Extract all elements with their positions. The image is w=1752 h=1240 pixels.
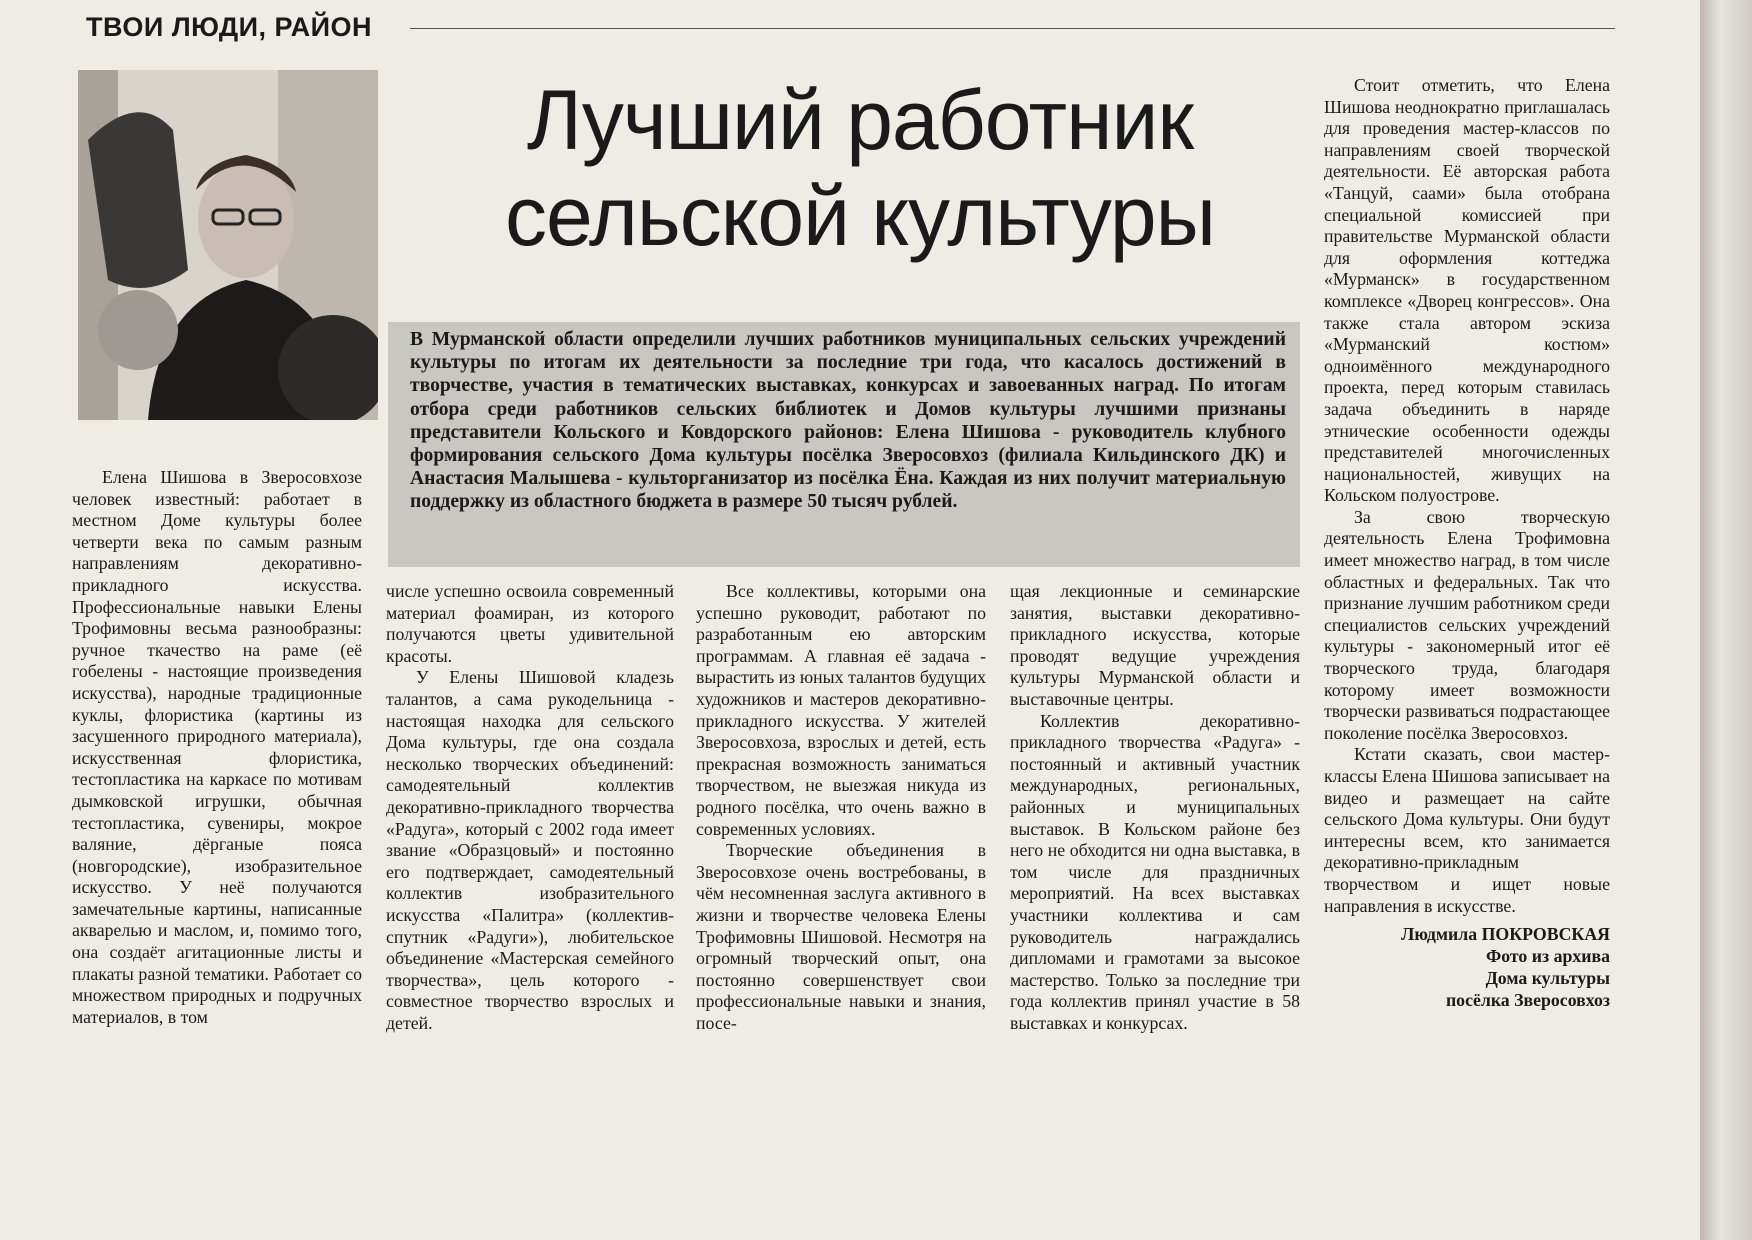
lead-text: В Мурманской области определили лучших работников муниципальных сельских учреждений культуры по итогам их деятельности за последние три года, что касалось достижений в творчестве, участия в тематических выставках, конкурсах и завоеванных наград. По итогам отбора среди работников сельских библиотек и Домов культуры лучшими признаны представители Кольского и Ковдорского районов: Елена Шишова - руководитель клубного формирования сельского Дома культуры посёлка Зверосовхоз (филиала Кильдинского ДК) и Анастасия Малышева - культорганизатор из посёлка Ёна. Каждая из них получит материальную поддержку из областного бюджета в размере 50 тысяч рублей.	[410, 329, 1286, 513]
article-headline	[420, 72, 1300, 264]
paragraph: Коллектив декоративно-прикладного творчества «Радуга» - постоянный и активный участник международных, региональных, районных и муниципальных выставок. В Кольском районе без него не обходится ни одна выставка, в том числе для праздничных мероприятий. На всех выставках участники коллектива и сам руководитель награждались дипломами и грамотами за высокое мастерство. Только за последние три года коллектив принял участие в 58 выставках и конкурсах.	[1010, 710, 1300, 1033]
author-name: Людмила ПОКРОВСКАЯ	[1401, 924, 1610, 945]
photo-credit-line-2: Дома культуры	[1485, 968, 1610, 989]
portrait-illustration	[78, 70, 378, 420]
paragraph: Все коллективы, которыми она успешно руководит, работают по разработанным ею авторским программам. А главная её задача - вырастить из юных талантов будущих художников и мастеров декоративно-прикладного искусства. У жителей Зверосовхоза, взрослых и детей, есть прекрасная возможность заниматься творчеством, не выезжая никуда из родного посёлка, что очень важно в современных условиях.	[696, 581, 986, 839]
rubric-divider	[410, 28, 1615, 29]
paragraph: Елена Шишова в Зверосовхозе человек известный: работает в местном Доме культуры более четверти века по самым разным направлениям декоративно-прикладного искусства. Профессиональные навыки Елены Трофимовны весьма разнообразны: ручное ткачество на раме (её гобелены - настоящие произведения искусства), народные традиционные куклы, флористика (картины из засушенного природного материала), искусственная флористика, тестопластика на каркасе по мотивам дымковской игрушки, обычная тестопластика, сувениры, мокрое валяние, дёрганые пояса (новгородские), изобразительное искусство. У неё получаются замечательные картины, написанные акварелью и маслом, и, помимо того, она создаёт агитационные листы и плакаты разной тематики. Работает со множеством природных и подручных материалов, в том	[72, 467, 362, 1027]
text-column-1	[72, 467, 362, 1028]
paragraph: Творческие объединения в Зверосовхозе очень востребованы, в чём несомненная заслуга активного в жизни и творчестве человека Елены Трофимовны Шишовой. Несмотря на огромный творческий опыт, она постоянно совершенствует свои профессиональные навыки и знания, посе-	[696, 840, 986, 1033]
photo-credit-line-1: Фото из архива	[1485, 946, 1610, 967]
article-lead	[388, 322, 1300, 567]
paragraph: Кстати сказать, свои мастер-классы Елена Шишова записывает на видео и размещает на сайте сельского Дома культуры. Они будут интересны всем, кто занимается декоративно-прикладным творчеством и ищет новые направления в искусстве.	[1324, 744, 1610, 916]
page-edge	[1700, 0, 1752, 1240]
paragraph: У Елены Шишовой кладезь талантов, а сама рукодельница - настоящая находка для сельского Дома культуры, где она создала несколько творческих объединений: самодеятельный коллектив декоративно-прикладного творчества «Радуга», который с 2002 года имеет звание «Образцовый» и постоянно его подтверждает, самодеятельный коллектив изобразительного искусства «Палитра» (коллектив-спутник «Радуги»), любительское объединение «Мастерская семейного творчества», цель которого - совместное творчество взрослых и детей.	[386, 667, 674, 1033]
text-column-3	[696, 581, 986, 1034]
headline-line-2: сельской культуры	[504, 169, 1215, 263]
photo-credit-line-3: посёлка Зверосовхоз	[1445, 990, 1610, 1011]
text-column-5	[1324, 75, 1610, 1011]
paragraph: За свою творческую деятельность Елена Трофимовна имеет множество наград, в том числе областных и федеральных. Так что признание лучшим работником среди специалистов сельских учреждений культуры - закономерный итог её творческого труда, благодаря которому имеет возможности творчески развиваться подрастающее поколение посёлка Зверосовхоз.	[1324, 506, 1610, 743]
article-photo	[78, 70, 378, 420]
text-column-2	[386, 581, 674, 1034]
text-column-4	[1010, 581, 1300, 1034]
paragraph: числе успешно освоила современный материал фоамиран, из которого получаются цветы удивительной красоты.	[386, 581, 674, 666]
byline	[1324, 923, 1610, 1011]
section-rubric: ТВОИ ЛЮДИ, РАЙОН	[86, 12, 373, 42]
headline-line-1: Лучший работник	[526, 73, 1194, 167]
paragraph: Стоит отметить, что Елена Шишова неоднократно приглашалась для проведения мастер-классов по направлениям своей творческой деятельности. Её авторская работа «Танцуй, саами» была отобрана специальной комиссией при правительстве Мурманской области для оформления коттеджа «Мурманск» в государственном комплексе «Дворец конгрессов». Она также стала автором эскиза «Мурманский костюм» одноимённого международного проекта, перед которым ставилась задача объединить в наряде этнические особенности одежды представителей многочисленных национальностей, живущих на Кольском полуострове.	[1324, 75, 1610, 506]
paragraph: щая лекционные и семинарские занятия, выставки декоративно-прикладного искусства, которые проводят ведущие учреждения культуры Мурманской области и выставочные центры.	[1010, 581, 1300, 709]
